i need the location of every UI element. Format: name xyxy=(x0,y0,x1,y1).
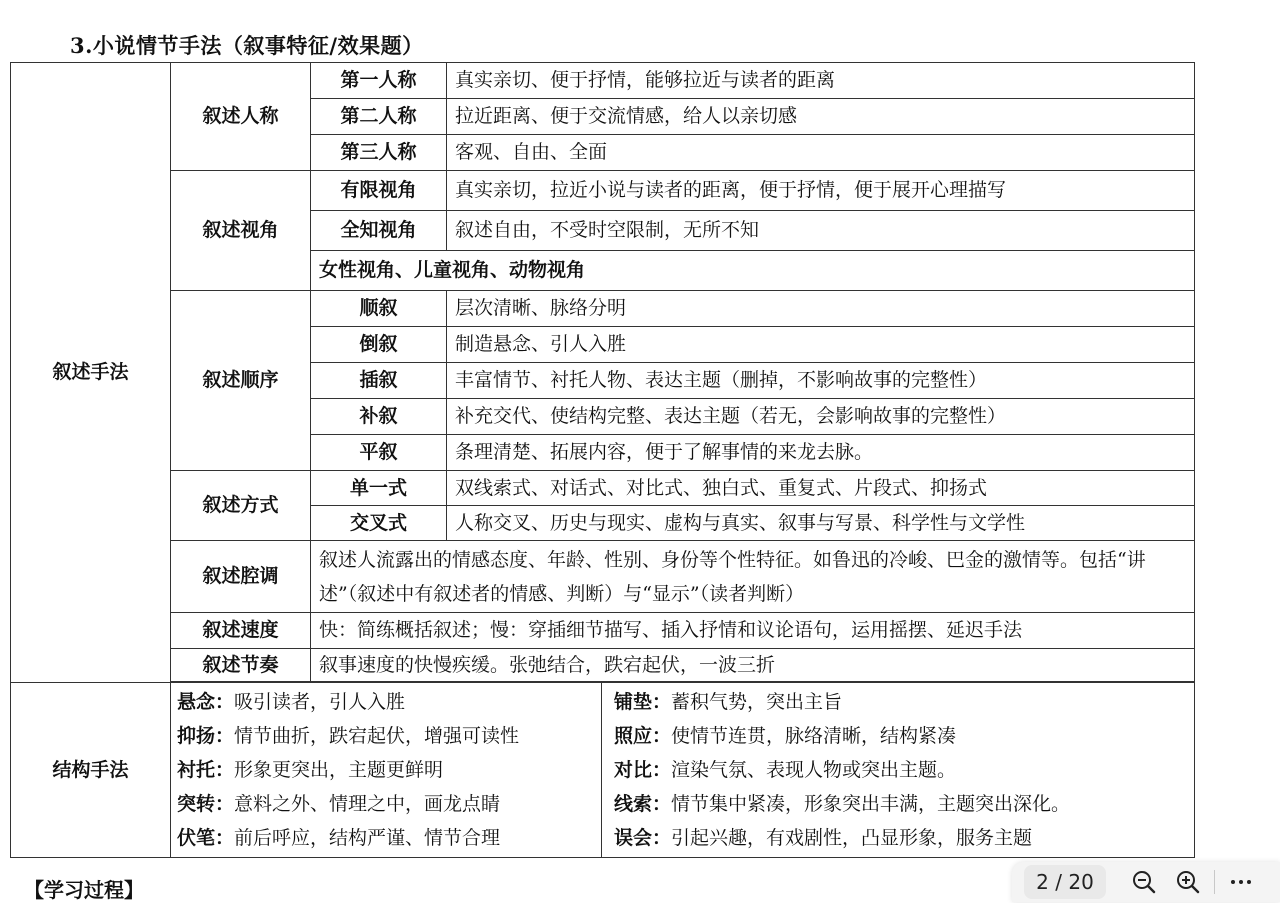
structure-item: 线索：情节集中紧凑，形象突出丰满，主题突出深化。 xyxy=(614,793,1071,815)
perspective-extra: 女性视角、儿童视角、动物视角 xyxy=(311,251,1195,291)
item-label: 第一人称 xyxy=(311,63,447,99)
pdf-viewer-toolbar xyxy=(1012,862,1280,902)
tone-desc: 叙述人流露出的情感态度、年龄、性别、身份等个性特征。如鲁迅的冷峻、巴金的激情等。包括“讲述”（叙述中有叙述者的情感、判断）与“显示”（读者判断） xyxy=(311,541,1195,613)
sub-tone: 叙述腔调 xyxy=(171,541,311,613)
more-icon[interactable] xyxy=(1219,865,1263,899)
item-label: 插叙 xyxy=(311,363,447,399)
item-desc: 人称交叉、历史与现实、虚构与真实、叙事与写景、科学性与文学性 xyxy=(447,506,1195,541)
speed-desc: 快：简练概括叙述；慢：穿插细节描写、插入抒情和议论语句，运用摇摆、延迟手法 xyxy=(311,613,1195,649)
item-desc: 叙述自由，不受时空限制，无所不知 xyxy=(447,211,1195,251)
structure-item: 对比：渲染气氛、表现人物或突出主题。 xyxy=(614,759,957,781)
item-label: 第二人称 xyxy=(311,99,447,135)
toolbar-separator xyxy=(1214,870,1215,894)
category-structure: 结构手法 xyxy=(11,683,171,858)
structure-left-column xyxy=(171,683,601,857)
sub-person: 叙述人称 xyxy=(171,63,311,171)
item-desc: 补充交代、使结构完整、表达主题（若无，会影响故事的完整性） xyxy=(447,399,1195,435)
item-label: 补叙 xyxy=(311,399,447,435)
item-desc: 条理清楚、拓展内容，便于了解事情的来龙去脉。 xyxy=(447,435,1195,471)
rhythm-desc: 叙事速度的快慢疾缓。张弛结合，跌宕起伏，一波三折 xyxy=(311,649,1195,682)
item-desc: 制造悬念、引人入胜 xyxy=(447,327,1195,363)
item-desc: 真实亲切，拉近小说与读者的距离，便于抒情，便于展开心理描写 xyxy=(447,171,1195,211)
structure-item: 照应：使情节连贯，脉络清晰，结构紧凑 xyxy=(614,725,957,747)
item-desc: 双线索式、对话式、对比式、独白式、重复式、片段式、抑扬式 xyxy=(447,471,1195,506)
sub-speed: 叙述速度 xyxy=(171,613,311,649)
section-heading-learning-process: 【学习过程】 xyxy=(24,878,144,902)
structure-item: 铺垫：蓄积气势，突出主旨 xyxy=(614,691,843,713)
structure-grid xyxy=(171,683,1194,857)
structure-item: 突转：意料之外、情理之中，画龙点睛 xyxy=(177,793,501,815)
item-label: 平叙 xyxy=(311,435,447,471)
document-title: 3.小说情节手法（叙事特征/效果题） xyxy=(70,33,424,58)
structure-item: 衬托：形象更突出，主题更鲜明 xyxy=(177,759,444,781)
narrative-techniques-table xyxy=(10,62,1195,858)
item-desc: 客观、自由、全面 xyxy=(447,135,1195,171)
item-label: 第三人称 xyxy=(311,135,447,171)
structure-item: 抑扬：情节曲折，跌宕起伏，增强可读性 xyxy=(177,725,520,747)
structure-item: 伏笔：前后呼应，结构严谨、情节合理 xyxy=(177,827,501,849)
sub-mode: 叙述方式 xyxy=(171,471,311,541)
item-label: 单一式 xyxy=(311,471,447,506)
zoom-out-icon[interactable] xyxy=(1122,865,1166,899)
category-narrative: 叙述手法 xyxy=(11,63,171,683)
item-desc: 层次清晰、脉络分明 xyxy=(447,291,1195,327)
sub-order: 叙述顺序 xyxy=(171,291,311,471)
page-indicator[interactable]: 2 / 20 xyxy=(1024,865,1106,899)
item-label: 倒叙 xyxy=(311,327,447,363)
item-label: 交叉式 xyxy=(311,506,447,541)
zoom-in-icon[interactable] xyxy=(1166,865,1210,899)
item-desc: 真实亲切、便于抒情，能够拉近与读者的距离 xyxy=(447,63,1195,99)
sub-rhythm: 叙述节奏 xyxy=(171,649,311,682)
item-label: 全知视角 xyxy=(311,211,447,251)
item-desc: 拉近距离、便于交流情感，给人以亲切感 xyxy=(447,99,1195,135)
item-label: 顺叙 xyxy=(311,291,447,327)
item-label: 有限视角 xyxy=(311,171,447,211)
structure-item: 悬念：吸引读者，引人入胜 xyxy=(177,691,406,713)
structure-item: 误会：引起兴趣，有戏剧性，凸显形象，服务主题 xyxy=(614,827,1033,849)
sub-perspective: 叙述视角 xyxy=(171,171,311,291)
item-desc: 丰富情节、衬托人物、表达主题（删掉，不影响故事的完整性） xyxy=(447,363,1195,399)
structure-right-column xyxy=(601,683,1194,857)
